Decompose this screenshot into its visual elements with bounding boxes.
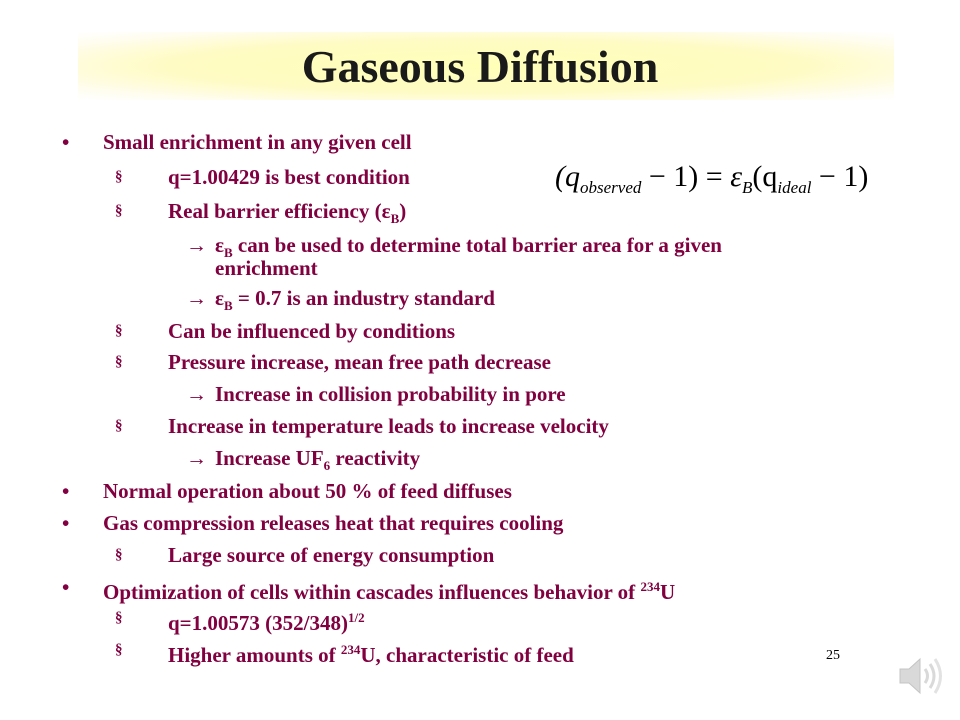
bullet-line-2: q=1.00429 is best condition xyxy=(168,165,410,189)
page-number: 25 xyxy=(826,648,840,663)
arrow-bullet: → xyxy=(186,446,207,470)
dot-bullet: • xyxy=(62,479,70,503)
arrow-bullet: → xyxy=(186,286,207,310)
bullet-line-16: Higher amounts of $^{234}$U, characteristic of feed xyxy=(168,642,574,667)
speaker-icon[interactable] xyxy=(896,654,944,703)
square-bullet: § xyxy=(115,169,123,185)
bullet-line-4-cont: enrichment xyxy=(215,256,318,280)
bullet-line-15: q=1.00573 $(352/348)^{1/2}$ xyxy=(168,610,365,635)
bullet-line-7: Pressure increase, mean free path decrease xyxy=(168,350,551,374)
bullet-line-12: Gas compression releases heat that requires cooling xyxy=(103,511,564,535)
bullet-line-11: Normal operation about 50 % of feed diffuses xyxy=(103,479,512,503)
bullet-line-5: $\varepsilon_B = 0.7$ is an industry standard xyxy=(215,286,495,314)
bullet-line-6: Can be influenced by conditions xyxy=(168,319,456,343)
square-bullet: § xyxy=(115,642,123,658)
bullet-line-14: Optimization of cells within cascades influences behavior of $^{234}$U xyxy=(103,579,676,604)
square-bullet: § xyxy=(115,203,123,219)
bullet-line-13: Large source of energy consumption xyxy=(168,543,495,567)
bullet-line-9: Increase in temperature leads to increase velocity xyxy=(168,414,609,438)
arrow-bullet: → xyxy=(186,233,207,257)
barrier-efficiency-equation: $(q_{observed} - 1) = \varepsilon_B(q_{ideal} - 1)$ xyxy=(555,160,869,197)
bullet-line-10: Increase $UF_6$ reactivity xyxy=(215,446,421,474)
square-bullet: § xyxy=(115,323,123,339)
dot-bullet: • xyxy=(62,575,70,599)
bullet-line-8: Increase in collision probability in pore xyxy=(215,382,566,406)
slide-title: Gaseous Diffusion xyxy=(301,41,659,92)
square-bullet: § xyxy=(115,547,123,563)
square-bullet: § xyxy=(115,354,123,370)
dot-bullet: • xyxy=(62,130,70,154)
square-bullet: § xyxy=(115,610,123,626)
bullet-line-1: Small enrichment in any given cell xyxy=(103,130,412,154)
dot-bullet: • xyxy=(62,511,70,535)
bullet-line-4: $\varepsilon_B$ can be used to determine total barrier area for a given xyxy=(215,233,722,261)
square-bullet: § xyxy=(115,418,123,434)
arrow-bullet: → xyxy=(186,382,207,406)
bullet-line-3: Real barrier efficiency $(\varepsilon_B)$ xyxy=(168,199,407,227)
